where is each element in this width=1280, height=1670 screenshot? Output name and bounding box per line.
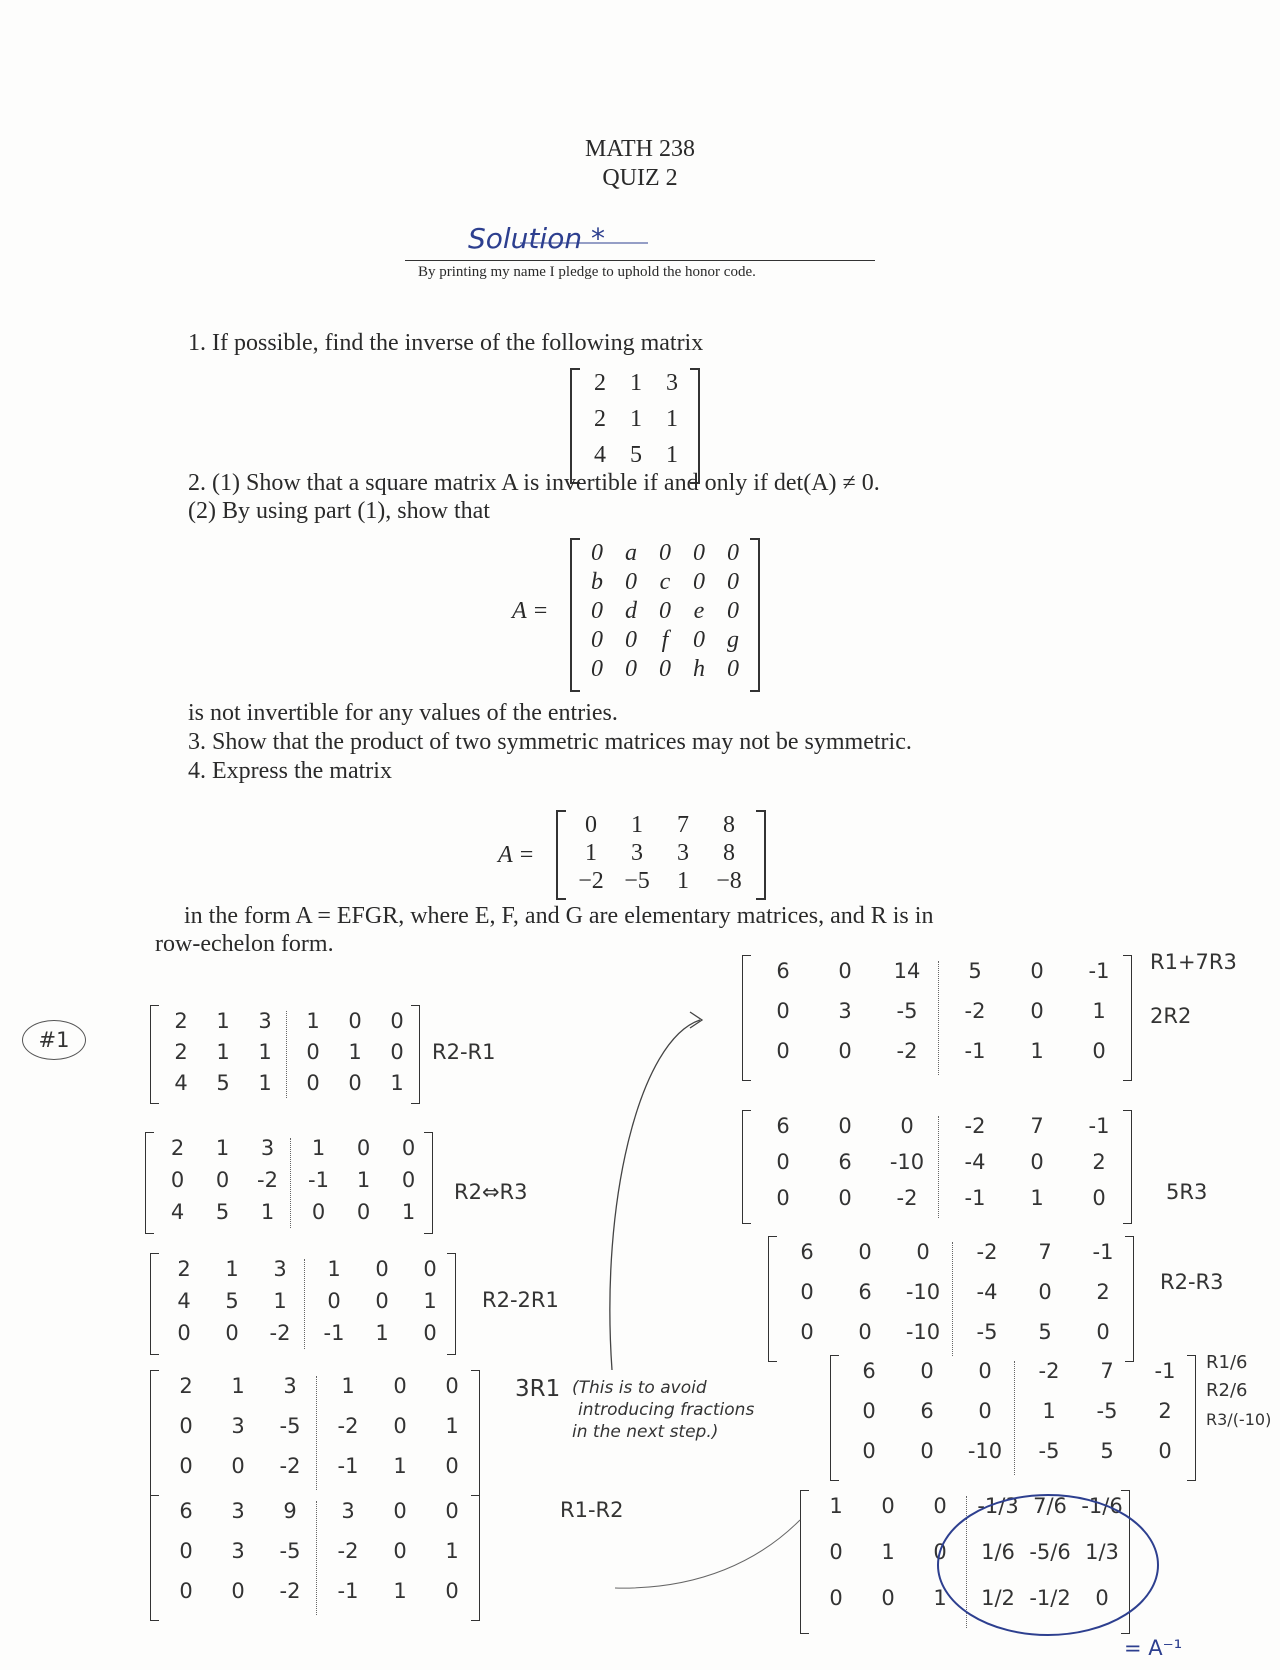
matrix-entry: 3 [838, 999, 852, 1023]
matrix-entry: 0 [858, 1320, 872, 1344]
q2-matrix-cell: 0 [727, 598, 739, 624]
matrix-entry: -2 [964, 1114, 986, 1138]
matrix-entry: 6 [858, 1280, 872, 1304]
matrix-entry: 1 [258, 1071, 272, 1095]
inverse-label: = A⁻¹ [1124, 1636, 1183, 1660]
matrix-entry: -2 [337, 1414, 359, 1438]
matrix-entry: -2 [279, 1579, 301, 1603]
matrix-entry: 0 [1095, 1586, 1109, 1610]
matrix-entry: 1 [260, 1200, 275, 1224]
matrix-entry: 1 [1042, 1399, 1056, 1423]
q4-matrix-cell: 1 [631, 812, 643, 838]
matrix-entry: 1 [231, 1374, 245, 1398]
matrix-entry: 0 [348, 1071, 362, 1095]
matrix-entry: 4 [170, 1200, 185, 1224]
matrix-entry: 5 [225, 1289, 239, 1313]
matrix-entry: 0 [356, 1200, 371, 1224]
q2-matrix-cell: 0 [727, 656, 739, 682]
q4-matrix-cell: 3 [677, 840, 689, 866]
matrix-entry: 1 [445, 1414, 459, 1438]
matrix-entry: -10 [905, 1280, 941, 1304]
question-3: 3. Show that the product of two symmetric matrices may not be symmetric. [188, 729, 912, 755]
matrix-entry: 2 [174, 1040, 188, 1064]
matrix-entry: 14 [893, 959, 921, 983]
matrix-entry: 0 [393, 1414, 407, 1438]
matrix-entry: 3 [258, 1009, 272, 1033]
matrix-entry: -5 [279, 1539, 301, 1563]
matrix-entry: 1 [393, 1579, 407, 1603]
matrix-entry: 5 [968, 959, 982, 983]
q2-matrix-cell: 0 [591, 540, 603, 566]
matrix-entry: 2 [179, 1374, 193, 1398]
matrix-entry: 1 [393, 1454, 407, 1478]
q2-matrix-cell: 0 [591, 627, 603, 653]
matrix-entry: -2 [279, 1454, 301, 1478]
matrix-entry: -1 [1092, 1240, 1114, 1264]
matrix-entry: 0 [1092, 1039, 1106, 1063]
matrix-entry: 1 [829, 1494, 843, 1518]
matrix-entry: 0 [1030, 959, 1044, 983]
matrix-entry: 0 [445, 1454, 459, 1478]
q2-matrix-cell: d [625, 598, 637, 624]
matrix-entry: 0 [838, 1114, 852, 1138]
matrix-entry: 6 [838, 1150, 852, 1174]
matrix-entry: 1 [273, 1289, 287, 1313]
matrix-entry: 0 [390, 1040, 404, 1064]
matrix-entry: 1 [258, 1040, 272, 1064]
q2-matrix-cell: 0 [625, 656, 637, 682]
q2-matrix-cell: 0 [693, 540, 705, 566]
note-line-1: (This is to avoid [572, 1378, 707, 1398]
matrix-entry: 0 [933, 1540, 947, 1564]
matrix-entry: 5 [216, 1071, 230, 1095]
matrix-entry: -5/6 [1029, 1540, 1071, 1564]
matrix-entry: 2 [1092, 1150, 1106, 1174]
matrix-entry: 0 [306, 1071, 320, 1095]
op-right-4c: R3/(-10) [1206, 1410, 1272, 1429]
matrix-entry: 1 [327, 1257, 341, 1281]
matrix-entry: -1 [337, 1454, 359, 1478]
matrix-entry: 0 [445, 1579, 459, 1603]
question-4-end-b: row-echelon form. [155, 931, 334, 957]
matrix-entry: 0 [829, 1540, 843, 1564]
matrix-entry: 0 [423, 1257, 437, 1281]
q2-matrix-cell: 0 [591, 656, 603, 682]
matrix-entry: 0 [862, 1439, 876, 1463]
op-left-3: R2-2R1 [482, 1288, 559, 1312]
q2-matrix-cell: 0 [693, 627, 705, 653]
matrix-entry: 0 [1158, 1439, 1172, 1463]
matrix-entry: -2 [337, 1539, 359, 1563]
q4-matrix-cell: 8 [723, 812, 735, 838]
q2-matrix-cell: c [659, 569, 671, 595]
matrix-entry: 1 [375, 1321, 389, 1345]
matrix-entry: 1 [445, 1539, 459, 1563]
matrix-entry: 0 [776, 999, 790, 1023]
matrix-entry: 0 [390, 1009, 404, 1033]
matrix-entry: 1 [881, 1540, 895, 1564]
matrix-entry: 0 [348, 1009, 362, 1033]
matrix-entry: -10 [889, 1150, 925, 1174]
matrix-entry: 1 [341, 1374, 355, 1398]
matrix-entry: 0 [900, 1114, 914, 1138]
matrix-entry: -1/6 [1081, 1494, 1123, 1518]
matrix-entry: 3 [231, 1414, 245, 1438]
matrix-entry: -1 [964, 1186, 986, 1210]
matrix-entry: -10 [967, 1439, 1003, 1463]
matrix-entry: -5 [1096, 1399, 1118, 1423]
matrix-entry: -1 [1088, 1114, 1110, 1138]
matrix-entry: 0 [838, 959, 852, 983]
matrix-entry: 0 [800, 1320, 814, 1344]
matrix-entry: 6 [920, 1399, 934, 1423]
matrix-entry: 1 [933, 1586, 947, 1610]
matrix-entry: -5 [896, 999, 918, 1023]
question-2-part-1: 2. (1) Show that a square matrix A is invertible if and only if det(A) ≠ 0. [188, 470, 880, 496]
matrix-entry: 0 [375, 1257, 389, 1281]
matrix-entry: 0 [862, 1399, 876, 1423]
matrix-entry: 0 [356, 1136, 371, 1160]
handwritten-name: Solution * [468, 222, 605, 255]
matrix-entry: 1 [1092, 999, 1106, 1023]
matrix-entry: 1 [348, 1040, 362, 1064]
matrix-entry: 0 [920, 1359, 934, 1383]
matrix-entry: 3 [260, 1136, 275, 1160]
matrix-entry: 0 [978, 1399, 992, 1423]
matrix-entry: -1 [964, 1039, 986, 1063]
matrix-entry: 0 [401, 1136, 416, 1160]
matrix-entry: 0 [445, 1499, 459, 1523]
matrix-entry: 0 [401, 1168, 416, 1192]
note-line-2: introducing fractions [578, 1400, 755, 1420]
matrix-entry: -2 [1038, 1359, 1060, 1383]
matrix-entry: 1 [216, 1040, 230, 1064]
q2-matrix-cell: h [693, 656, 705, 682]
q4-matrix-cell: 8 [723, 840, 735, 866]
q1-matrix-cell: 1 [630, 370, 642, 396]
q2-lhs: A = [512, 598, 549, 624]
matrix-entry: 2 [177, 1257, 191, 1281]
matrix-entry: -10 [905, 1320, 941, 1344]
question-2-part-2: (2) By using part (1), show that [188, 498, 490, 524]
matrix-entry: 1 [306, 1009, 320, 1033]
q2-matrix-cell: 0 [659, 540, 671, 566]
matrix-entry: -1 [1088, 959, 1110, 983]
matrix-entry: 0 [231, 1579, 245, 1603]
matrix-entry: 1 [356, 1168, 371, 1192]
op-left-4: 3R1 [515, 1376, 561, 1402]
matrix-entry: 0 [311, 1200, 326, 1224]
q2-matrix-cell: g [727, 627, 739, 653]
matrix-entry: -1/2 [1029, 1586, 1071, 1610]
matrix-entry: -2 [257, 1168, 278, 1192]
matrix-entry: 1 [225, 1257, 239, 1281]
q4-matrix-cell: −5 [624, 868, 650, 894]
question-1: 1. If possible, find the inverse of the following matrix [188, 330, 704, 356]
note-line-3: in the next step.) [572, 1422, 719, 1442]
q2-matrix-cell: 0 [659, 656, 671, 682]
q4-matrix-cell: −8 [716, 868, 742, 894]
q1-matrix-cell: 1 [666, 442, 678, 468]
op-left-1: R2-R1 [432, 1040, 496, 1064]
matrix-entry: 5 [1038, 1320, 1052, 1344]
matrix-entry: 0 [858, 1240, 872, 1264]
matrix-entry: -1 [1154, 1359, 1176, 1383]
q2-matrix-cell: a [625, 540, 637, 566]
matrix-entry: 0 [179, 1539, 193, 1563]
matrix-entry: 0 [881, 1494, 895, 1518]
matrix-entry: 3 [273, 1257, 287, 1281]
matrix-entry: 0 [776, 1150, 790, 1174]
q1-matrix-cell: 3 [666, 370, 678, 396]
matrix-entry: 0 [776, 1186, 790, 1210]
matrix-entry: -5 [1038, 1439, 1060, 1463]
q4-matrix-cell: −2 [578, 868, 604, 894]
matrix-entry: 0 [881, 1586, 895, 1610]
matrix-entry: -2 [964, 999, 986, 1023]
matrix-entry: 1/3 [1085, 1540, 1119, 1564]
honor-pledge: By printing my name I pledge to uphold the honor code. [418, 264, 756, 280]
matrix-entry: 3 [231, 1539, 245, 1563]
op-left-5: R1-R2 [560, 1498, 624, 1522]
matrix-entry: 5 [215, 1200, 230, 1224]
matrix-entry: 1 [216, 1009, 230, 1033]
q2-matrix-cell: 0 [693, 569, 705, 595]
matrix-entry: 0 [306, 1040, 320, 1064]
matrix-entry: 9 [283, 1499, 297, 1523]
op-right-1a: R1+7R3 [1150, 950, 1237, 974]
matrix-entry: 0 [829, 1586, 843, 1610]
course-title: MATH 238 [584, 136, 695, 162]
matrix-entry: 3 [341, 1499, 355, 1523]
q1-matrix-cell: 2 [594, 406, 606, 432]
q2-matrix-cell: b [591, 569, 603, 595]
matrix-entry: 0 [177, 1321, 191, 1345]
q2-matrix-cell: 0 [727, 569, 739, 595]
matrix-entry: 0 [916, 1240, 930, 1264]
matrix-entry: -4 [964, 1150, 986, 1174]
matrix-entry: 0 [445, 1374, 459, 1398]
matrix-entry: 0 [1030, 1150, 1044, 1174]
matrix-entry: 0 [225, 1321, 239, 1345]
matrix-entry: 0 [1096, 1320, 1110, 1344]
matrix-entry: -5 [976, 1320, 998, 1344]
q1-matrix-cell: 2 [594, 370, 606, 396]
matrix-entry: 6 [800, 1240, 814, 1264]
solution-label: #1 [22, 1020, 86, 1060]
matrix-entry: 0 [327, 1289, 341, 1313]
op-left-2: R2⇔R3 [454, 1180, 528, 1204]
q2-matrix-cell: f [661, 627, 669, 653]
matrix-entry: 0 [423, 1321, 437, 1345]
matrix-entry: 5 [1100, 1439, 1114, 1463]
matrix-entry: -2 [976, 1240, 998, 1264]
op-right-2: 5R3 [1166, 1180, 1208, 1204]
matrix-entry: 1/6 [981, 1540, 1015, 1564]
matrix-entry: 1 [401, 1200, 416, 1224]
q2-matrix-cell: 0 [659, 598, 671, 624]
op-right-3: R2-R3 [1160, 1270, 1224, 1294]
matrix-entry: 3 [283, 1374, 297, 1398]
question-2-end: is not invertible for any values of the entries. [188, 700, 618, 726]
matrix-entry: 6 [776, 959, 790, 983]
q2-matrix-cell: 0 [625, 569, 637, 595]
matrix-entry: 6 [179, 1499, 193, 1523]
q1-matrix-cell: 4 [594, 442, 606, 468]
q4-matrix-cell: 7 [677, 812, 689, 838]
matrix-entry: 2 [1096, 1280, 1110, 1304]
matrix-entry: 0 [215, 1168, 230, 1192]
matrix-entry: 0 [838, 1186, 852, 1210]
matrix-entry: 3 [231, 1499, 245, 1523]
matrix-entry: 0 [179, 1454, 193, 1478]
q4-matrix-cell: 0 [585, 812, 597, 838]
matrix-entry: 0 [231, 1454, 245, 1478]
q1-matrix-cell: 5 [630, 442, 642, 468]
matrix-entry: 7 [1038, 1240, 1052, 1264]
matrix-entry: -1/3 [977, 1494, 1019, 1518]
matrix-entry: -5 [279, 1414, 301, 1438]
q4-matrix-cell: 1 [585, 840, 597, 866]
matrix-entry: 6 [776, 1114, 790, 1138]
matrix-entry: 1/2 [981, 1586, 1015, 1610]
q2-matrix-cell: e [693, 598, 705, 624]
matrix-entry: 2 [170, 1136, 185, 1160]
matrix-entry: 0 [1038, 1280, 1052, 1304]
q4-lhs: A = [498, 842, 535, 868]
matrix-entry: 0 [838, 1039, 852, 1063]
quiz-title: QUIZ 2 [602, 165, 678, 191]
question-4-end-a: in the form A = EFGR, where E, F, and G are elementary matrices, and R is in [184, 903, 934, 929]
matrix-entry: 7 [1100, 1359, 1114, 1383]
matrix-entry: 0 [776, 1039, 790, 1063]
op-right-1b: 2R2 [1150, 1004, 1192, 1028]
matrix-entry: 1 [423, 1289, 437, 1313]
matrix-entry: -2 [269, 1321, 291, 1345]
matrix-entry: 0 [179, 1579, 193, 1603]
matrix-entry: 0 [920, 1439, 934, 1463]
matrix-entry: -1 [337, 1579, 359, 1603]
matrix-entry: -4 [976, 1280, 998, 1304]
matrix-entry: 0 [1030, 999, 1044, 1023]
matrix-entry: 4 [174, 1071, 188, 1095]
matrix-entry: 7 [1030, 1114, 1044, 1138]
matrix-entry: -2 [896, 1186, 918, 1210]
matrix-entry: 0 [375, 1289, 389, 1313]
matrix-entry: 0 [393, 1374, 407, 1398]
q2-matrix-cell: 0 [727, 540, 739, 566]
q2-matrix-cell: 0 [625, 627, 637, 653]
matrix-entry: 2 [174, 1009, 188, 1033]
matrix-entry: 1 [1030, 1039, 1044, 1063]
matrix-entry: 1 [215, 1136, 230, 1160]
matrix-entry: 0 [800, 1280, 814, 1304]
matrix-entry: 7/6 [1033, 1494, 1067, 1518]
q4-matrix-cell: 3 [631, 840, 643, 866]
matrix-entry: 4 [177, 1289, 191, 1313]
op-right-4b: R2/6 [1206, 1380, 1248, 1401]
matrix-entry: 0 [1092, 1186, 1106, 1210]
matrix-entry: -2 [896, 1039, 918, 1063]
matrix-entry: 0 [179, 1414, 193, 1438]
matrix-entry: 0 [393, 1499, 407, 1523]
q4-matrix-cell: 1 [677, 868, 689, 894]
matrix-entry: 1 [1030, 1186, 1044, 1210]
op-right-4a: R1/6 [1206, 1352, 1248, 1373]
matrix-entry: 0 [933, 1494, 947, 1518]
matrix-entry: 0 [170, 1168, 185, 1192]
matrix-entry: 6 [862, 1359, 876, 1383]
matrix-entry: -1 [308, 1168, 329, 1192]
matrix-entry: 1 [390, 1071, 404, 1095]
matrix-entry: 0 [393, 1539, 407, 1563]
question-4: 4. Express the matrix [188, 758, 392, 784]
matrix-entry: 2 [1158, 1399, 1172, 1423]
q2-matrix-cell: 0 [591, 598, 603, 624]
matrix-entry: -1 [323, 1321, 345, 1345]
q1-matrix-cell: 1 [666, 406, 678, 432]
matrix-entry: 0 [978, 1359, 992, 1383]
matrix-entry: 1 [311, 1136, 326, 1160]
q1-matrix-cell: 1 [630, 406, 642, 432]
